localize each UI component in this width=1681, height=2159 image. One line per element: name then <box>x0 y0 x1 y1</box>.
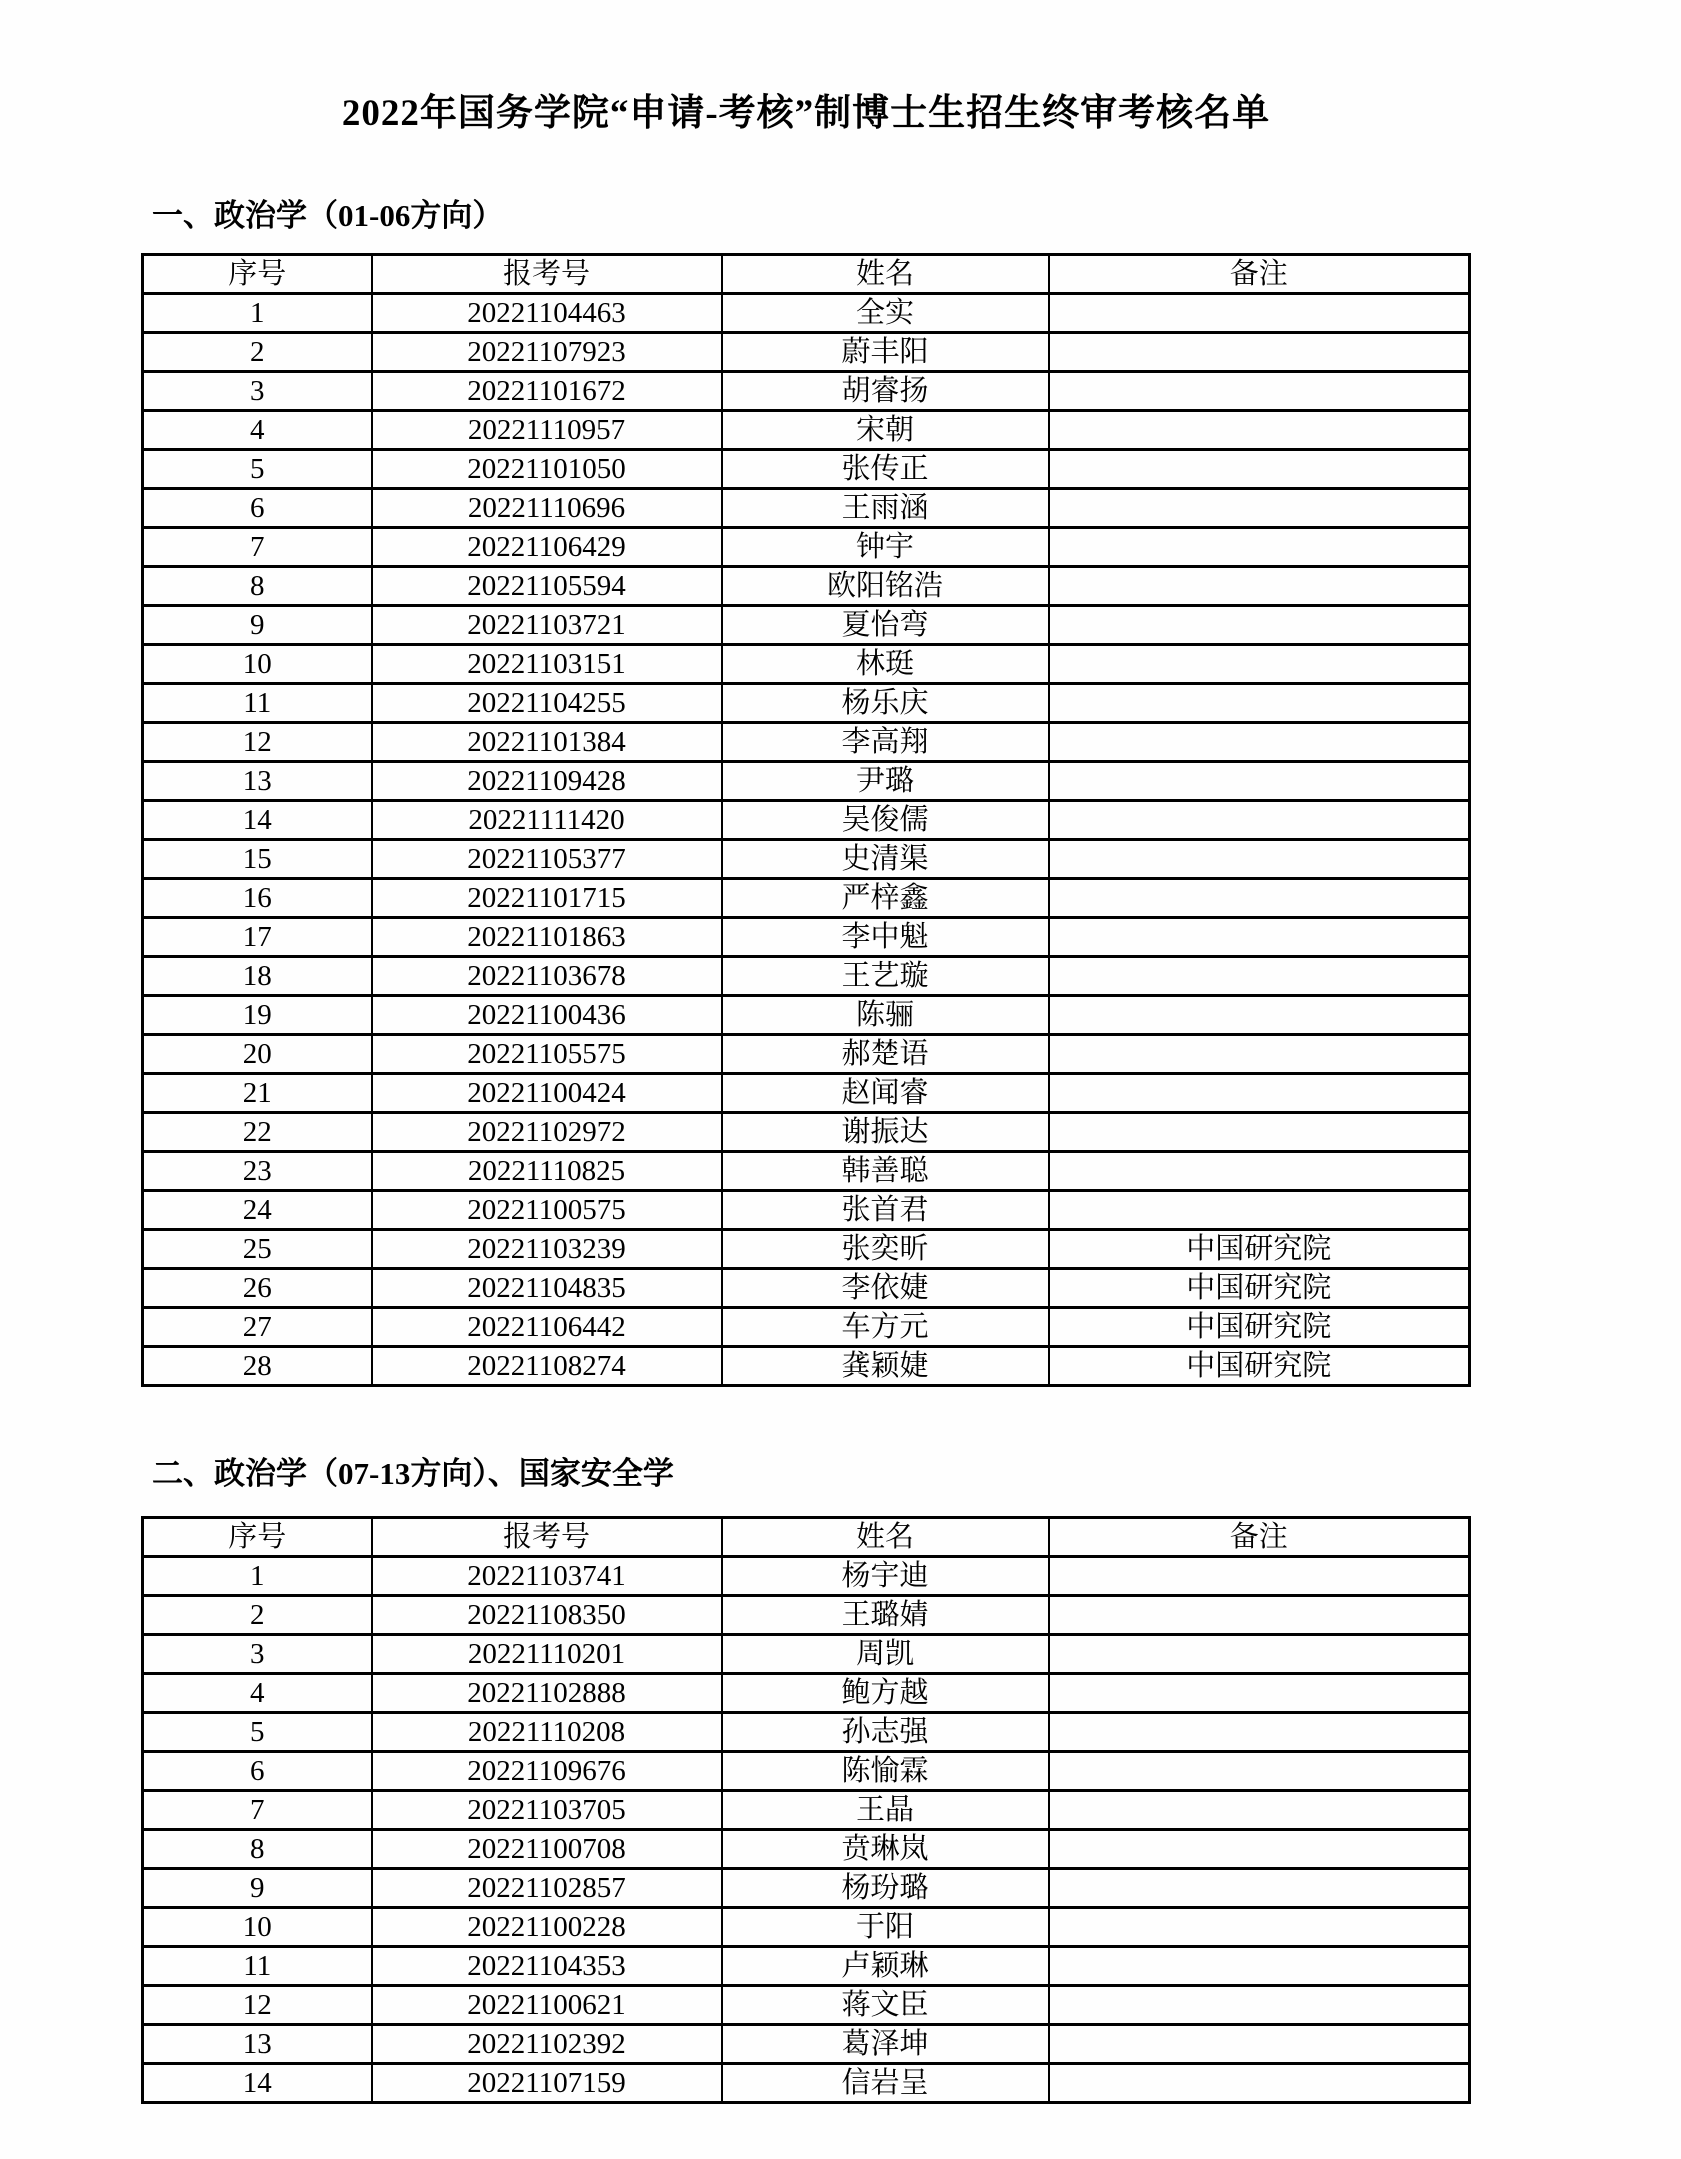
cell-candidate-name: 蒋文臣 <box>722 1986 1049 2025</box>
column-header-name: 姓名 <box>722 255 1049 294</box>
cell-serial-number: 11 <box>143 684 372 723</box>
cell-remark <box>1049 1557 1470 1596</box>
cell-serial-number: 1 <box>143 1557 372 1596</box>
cell-application-number: 20221100575 <box>372 1191 722 1230</box>
cell-serial-number: 1 <box>143 294 372 333</box>
cell-serial-number: 3 <box>143 1635 372 1674</box>
cell-candidate-name: 信岩呈 <box>722 2064 1049 2103</box>
table-row <box>143 1713 1470 1752</box>
cell-remark <box>1049 1074 1470 1113</box>
cell-application-number: 20221103721 <box>372 606 722 645</box>
table-row <box>143 1191 1470 1230</box>
cell-candidate-name: 宋朝 <box>722 411 1049 450</box>
column-header-no: 序号 <box>143 255 372 294</box>
cell-candidate-name: 车方元 <box>722 1308 1049 1347</box>
cell-remark <box>1049 1908 1470 1947</box>
cell-candidate-name: 韩善聪 <box>722 1152 1049 1191</box>
table-row <box>143 645 1470 684</box>
cell-application-number: 20221102392 <box>372 2025 722 2064</box>
section-1-table <box>141 253 1471 1387</box>
cell-application-number: 20221110201 <box>372 1635 722 1674</box>
table-row <box>143 918 1470 957</box>
cell-candidate-name: 杨宇迪 <box>722 1557 1049 1596</box>
cell-candidate-name: 龚颖婕 <box>722 1347 1049 1386</box>
cell-serial-number: 13 <box>143 762 372 801</box>
table-row <box>143 1596 1470 1635</box>
cell-serial-number: 26 <box>143 1269 372 1308</box>
cell-remark <box>1049 2025 1470 2064</box>
cell-candidate-name: 李中魁 <box>722 918 1049 957</box>
cell-application-number: 20221104835 <box>372 1269 722 1308</box>
cell-serial-number: 10 <box>143 645 372 684</box>
table-row <box>143 333 1470 372</box>
cell-application-number: 20221105575 <box>372 1035 722 1074</box>
cell-candidate-name: 赵闻睿 <box>722 1074 1049 1113</box>
section-2-heading: 二、政治学（07-13方向）、国家安全学 <box>152 1456 674 1491</box>
cell-application-number: 20221100621 <box>372 1986 722 2025</box>
cell-candidate-name: 杨乐庆 <box>722 684 1049 723</box>
cell-remark <box>1049 1635 1470 1674</box>
cell-remark <box>1049 489 1470 528</box>
table-row <box>143 684 1470 723</box>
cell-remark <box>1049 1791 1470 1830</box>
cell-remark: 中国研究院 <box>1049 1269 1470 1308</box>
section-2-table <box>141 1516 1471 2104</box>
cell-remark <box>1049 1713 1470 1752</box>
cell-application-number: 20221101050 <box>372 450 722 489</box>
cell-application-number: 20221104255 <box>372 684 722 723</box>
cell-serial-number: 8 <box>143 567 372 606</box>
cell-remark <box>1049 1113 1470 1152</box>
cell-candidate-name: 葛泽坤 <box>722 2025 1049 2064</box>
cell-candidate-name: 夏怡弯 <box>722 606 1049 645</box>
cell-remark: 中国研究院 <box>1049 1308 1470 1347</box>
cell-serial-number: 12 <box>143 723 372 762</box>
table-row <box>143 957 1470 996</box>
cell-application-number: 20221100228 <box>372 1908 722 1947</box>
cell-remark <box>1049 684 1470 723</box>
cell-application-number: 20221101715 <box>372 879 722 918</box>
cell-serial-number: 19 <box>143 996 372 1035</box>
table-row <box>143 1152 1470 1191</box>
cell-application-number: 20221105377 <box>372 840 722 879</box>
table-row <box>143 1791 1470 1830</box>
cell-remark <box>1049 450 1470 489</box>
cell-candidate-name: 钟宇 <box>722 528 1049 567</box>
cell-serial-number: 3 <box>143 372 372 411</box>
table-row <box>143 723 1470 762</box>
cell-application-number: 20221110208 <box>372 1713 722 1752</box>
cell-candidate-name: 贲琳岚 <box>722 1830 1049 1869</box>
cell-serial-number: 9 <box>143 606 372 645</box>
table-row <box>143 840 1470 879</box>
cell-serial-number: 27 <box>143 1308 372 1347</box>
table-row <box>143 1308 1470 1347</box>
table-row <box>143 1947 1470 1986</box>
cell-application-number: 20221107159 <box>372 2064 722 2103</box>
column-header-id: 报考号 <box>372 255 722 294</box>
cell-application-number: 20221106429 <box>372 528 722 567</box>
cell-serial-number: 17 <box>143 918 372 957</box>
table-row <box>143 2025 1470 2064</box>
table-row <box>143 762 1470 801</box>
cell-application-number: 20221104353 <box>372 1947 722 1986</box>
cell-remark <box>1049 1035 1470 1074</box>
table-row <box>143 567 1470 606</box>
cell-candidate-name: 李依婕 <box>722 1269 1049 1308</box>
cell-remark <box>1049 801 1470 840</box>
cell-serial-number: 5 <box>143 1713 372 1752</box>
cell-candidate-name: 陈愉霖 <box>722 1752 1049 1791</box>
cell-serial-number: 6 <box>143 489 372 528</box>
table-row <box>143 1908 1470 1947</box>
table-row <box>143 606 1470 645</box>
cell-remark <box>1049 567 1470 606</box>
cell-serial-number: 24 <box>143 1191 372 1230</box>
cell-remark <box>1049 1947 1470 1986</box>
table-header-row <box>143 1518 1470 1557</box>
table-row <box>143 1557 1470 1596</box>
cell-candidate-name: 张传正 <box>722 450 1049 489</box>
table-row <box>143 1347 1470 1386</box>
cell-serial-number: 4 <box>143 1674 372 1713</box>
cell-candidate-name: 吴俊儒 <box>722 801 1049 840</box>
cell-remark <box>1049 1596 1470 1635</box>
cell-serial-number: 14 <box>143 801 372 840</box>
cell-candidate-name: 严梓鑫 <box>722 879 1049 918</box>
cell-remark <box>1049 879 1470 918</box>
cell-remark <box>1049 1869 1470 1908</box>
cell-remark <box>1049 645 1470 684</box>
cell-candidate-name: 王雨涵 <box>722 489 1049 528</box>
cell-serial-number: 18 <box>143 957 372 996</box>
cell-remark: 中国研究院 <box>1049 1347 1470 1386</box>
cell-remark <box>1049 996 1470 1035</box>
cell-application-number: 20221109428 <box>372 762 722 801</box>
column-header-note: 备注 <box>1049 255 1470 294</box>
cell-remark <box>1049 528 1470 567</box>
cell-application-number: 20221101863 <box>372 918 722 957</box>
cell-remark <box>1049 918 1470 957</box>
table-row <box>143 1752 1470 1791</box>
cell-candidate-name: 王艺璇 <box>722 957 1049 996</box>
cell-application-number: 20221103705 <box>372 1791 722 1830</box>
cell-candidate-name: 王晶 <box>722 1791 1049 1830</box>
cell-candidate-name: 陈骊 <box>722 996 1049 1035</box>
cell-application-number: 20221110696 <box>372 489 722 528</box>
cell-candidate-name: 张奕昕 <box>722 1230 1049 1269</box>
cell-application-number: 20221103741 <box>372 1557 722 1596</box>
table-row <box>143 801 1470 840</box>
cell-candidate-name: 于阳 <box>722 1908 1049 1947</box>
table-row <box>143 1986 1470 2025</box>
table-row <box>143 1830 1470 1869</box>
cell-remark <box>1049 372 1470 411</box>
cell-remark <box>1049 957 1470 996</box>
table-row <box>143 528 1470 567</box>
cell-serial-number: 2 <box>143 1596 372 1635</box>
table-row <box>143 372 1470 411</box>
cell-candidate-name: 卢颖琳 <box>722 1947 1049 1986</box>
table-row <box>143 1230 1470 1269</box>
cell-candidate-name: 谢振达 <box>722 1113 1049 1152</box>
cell-candidate-name: 蔚丰阳 <box>722 333 1049 372</box>
cell-candidate-name: 李高翔 <box>722 723 1049 762</box>
cell-serial-number: 2 <box>143 333 372 372</box>
cell-remark <box>1049 294 1470 333</box>
cell-application-number: 20221109676 <box>372 1752 722 1791</box>
cell-application-number: 20221101384 <box>372 723 722 762</box>
cell-candidate-name: 张首君 <box>722 1191 1049 1230</box>
cell-candidate-name: 全实 <box>722 294 1049 333</box>
document-title: 2022年国务学院“申请-考核”制博士生招生终审考核名单 <box>341 93 1271 134</box>
table-row <box>143 294 1470 333</box>
table-row <box>143 879 1470 918</box>
cell-serial-number: 9 <box>143 1869 372 1908</box>
table-row <box>143 1035 1470 1074</box>
cell-remark <box>1049 1830 1470 1869</box>
cell-application-number: 20221108350 <box>372 1596 722 1635</box>
cell-application-number: 20221110825 <box>372 1152 722 1191</box>
cell-serial-number: 7 <box>143 528 372 567</box>
cell-serial-number: 21 <box>143 1074 372 1113</box>
cell-remark <box>1049 2064 1470 2103</box>
cell-serial-number: 12 <box>143 1986 372 2025</box>
cell-application-number: 20221100708 <box>372 1830 722 1869</box>
table-row <box>143 450 1470 489</box>
cell-candidate-name: 胡睿扬 <box>722 372 1049 411</box>
cell-candidate-name: 鲍方越 <box>722 1674 1049 1713</box>
cell-remark <box>1049 1152 1470 1191</box>
cell-serial-number: 16 <box>143 879 372 918</box>
cell-application-number: 20221111420 <box>372 801 722 840</box>
cell-candidate-name: 杨玢璐 <box>722 1869 1049 1908</box>
cell-serial-number: 10 <box>143 1908 372 1947</box>
cell-candidate-name: 周凯 <box>722 1635 1049 1674</box>
cell-remark <box>1049 840 1470 879</box>
cell-remark <box>1049 333 1470 372</box>
cell-application-number: 20221105594 <box>372 567 722 606</box>
cell-serial-number: 8 <box>143 1830 372 1869</box>
cell-serial-number: 20 <box>143 1035 372 1074</box>
cell-application-number: 20221106442 <box>372 1308 722 1347</box>
table-row <box>143 1074 1470 1113</box>
cell-serial-number: 11 <box>143 1947 372 1986</box>
cell-remark <box>1049 723 1470 762</box>
cell-candidate-name: 史清渠 <box>722 840 1049 879</box>
cell-candidate-name: 郝楚语 <box>722 1035 1049 1074</box>
cell-serial-number: 14 <box>143 2064 372 2103</box>
table-row <box>143 1635 1470 1674</box>
column-header-no: 序号 <box>143 1518 372 1557</box>
table-row <box>143 1869 1470 1908</box>
cell-application-number: 20221110957 <box>372 411 722 450</box>
cell-application-number: 20221107923 <box>372 333 722 372</box>
cell-remark: 中国研究院 <box>1049 1230 1470 1269</box>
cell-application-number: 20221103678 <box>372 957 722 996</box>
cell-serial-number: 28 <box>143 1347 372 1386</box>
cell-application-number: 20221108274 <box>372 1347 722 1386</box>
cell-serial-number: 13 <box>143 2025 372 2064</box>
cell-application-number: 20221100424 <box>372 1074 722 1113</box>
cell-candidate-name: 王璐婧 <box>722 1596 1049 1635</box>
cell-application-number: 20221102888 <box>372 1674 722 1713</box>
table-row <box>143 411 1470 450</box>
cell-application-number: 20221100436 <box>372 996 722 1035</box>
cell-candidate-name: 孙志强 <box>722 1713 1049 1752</box>
table-row <box>143 996 1470 1035</box>
cell-serial-number: 4 <box>143 411 372 450</box>
cell-remark <box>1049 1674 1470 1713</box>
cell-serial-number: 7 <box>143 1791 372 1830</box>
cell-remark <box>1049 1986 1470 2025</box>
cell-candidate-name: 林珽 <box>722 645 1049 684</box>
cell-remark <box>1049 1752 1470 1791</box>
cell-application-number: 20221102857 <box>372 1869 722 1908</box>
cell-serial-number: 6 <box>143 1752 372 1791</box>
cell-application-number: 20221101672 <box>372 372 722 411</box>
cell-application-number: 20221103151 <box>372 645 722 684</box>
column-header-note: 备注 <box>1049 1518 1470 1557</box>
cell-serial-number: 22 <box>143 1113 372 1152</box>
cell-remark <box>1049 762 1470 801</box>
table-row <box>143 1269 1470 1308</box>
cell-remark <box>1049 411 1470 450</box>
column-header-id: 报考号 <box>372 1518 722 1557</box>
cell-application-number: 20221104463 <box>372 294 722 333</box>
cell-serial-number: 15 <box>143 840 372 879</box>
cell-application-number: 20221102972 <box>372 1113 722 1152</box>
cell-serial-number: 23 <box>143 1152 372 1191</box>
cell-remark <box>1049 1191 1470 1230</box>
cell-candidate-name: 尹璐 <box>722 762 1049 801</box>
cell-application-number: 20221103239 <box>372 1230 722 1269</box>
table-row <box>143 489 1470 528</box>
table-row <box>143 1113 1470 1152</box>
cell-serial-number: 25 <box>143 1230 372 1269</box>
column-header-name: 姓名 <box>722 1518 1049 1557</box>
section-1-heading: 一、政治学（01-06方向） <box>152 198 504 233</box>
cell-remark <box>1049 606 1470 645</box>
table-row <box>143 2064 1470 2103</box>
cell-candidate-name: 欧阳铭浩 <box>722 567 1049 606</box>
table-row <box>143 1674 1470 1713</box>
cell-serial-number: 5 <box>143 450 372 489</box>
table-header-row <box>143 255 1470 294</box>
